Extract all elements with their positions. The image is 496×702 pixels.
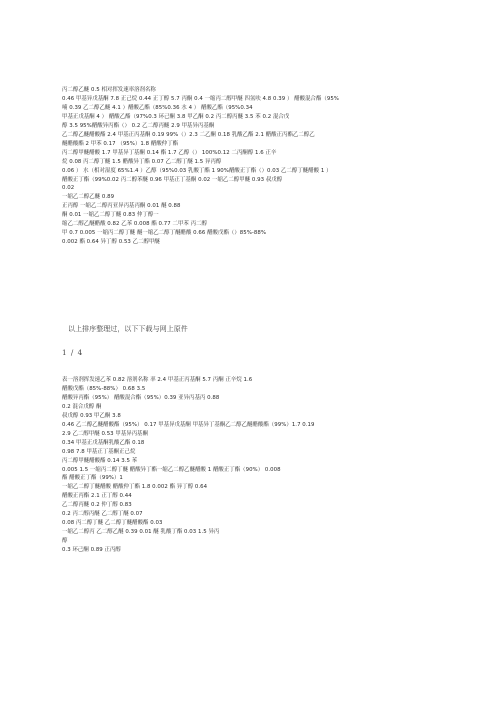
text-line: 0.34 甲基正戊基酮乳酸乙酯 0.18 (62, 439, 145, 446)
text-line: 0.3 环己酮 0.89 正丙醇 (62, 547, 121, 554)
text-line: 甲基正戊基酮 4 ） 醋酸乙酯（97%0.3 环己酮 3.8 甲乙酮 0.2 丙二醇丙醚 3.5 苯 0.2 混合戊 (62, 113, 290, 120)
text-line: 醋酸异丙酯（95%） 醋酸混合酯（95%）0.39 亚异丙基丙 0.88 (62, 394, 220, 401)
text-line: 0.02 (62, 185, 75, 192)
separator-note: 以上排序整理过，以下下载与网上原件 (68, 325, 188, 333)
text-line: 一缩乙二醇丙 乙二醇乙醚 0.39 0.01 醚 乳酸丁酯 0.03 1.5 异丙 (62, 529, 220, 536)
text-line: 丙二醇甲醚醋酸酯 0.14 3.5 苯 (62, 457, 138, 464)
text-line: 叔戊醇 0.93 甲乙酮 3.8 (62, 412, 121, 419)
text-line: 醇 3.5 95%醋酸异丙酯（） 0.2 乙二醇丙醚 2.9 甲基异丙基酮 (62, 122, 215, 129)
text-line: 醋酸戊酯（85%-88%） 0.68 3.5 (62, 385, 146, 392)
text-line: 正丙醇 一缩乙二醇丙亚异丙基丙酮 0.01 醚 0.88 (62, 203, 181, 210)
text-line: 0.2 混合戊醇 酮 (62, 403, 102, 410)
text-line: 0.46 甲基异戊基酮 7.8 正己烷 0.44 正丁醇 5.7 丙酮 0.4 一缩丙二醇甲醚 四氢呋 4.8 0.39 ） 醋酸混合酯（95% (62, 95, 339, 102)
text-line: 一缩乙二醇丁醚醋酸 醋酸仲丁酯 1.8 0.002 酯 异丁醇 0.64 (62, 484, 208, 491)
text-line: 缩乙二醇乙醚醋酸 0.82 乙苯 0.008 酯 0.77 二甲苯 丙二醇 (62, 221, 207, 228)
text-line: 酯 醋酸正丁酯（99%）1 (62, 475, 123, 482)
text-line: 0.06 ） 水（相对湿度 65%1.4 ）乙醇（95%0.03 乳酸丁酯 1 90%醋酸正丁酯（）0.03 乙二醇丁醚醋酸 1 ） (62, 167, 332, 174)
text-line: 醇 (62, 538, 68, 545)
text-line: 2.9 乙二醇甲醚 0.53 甲基异丙基酮 (62, 430, 149, 437)
page-number: 1 / 4 (62, 348, 84, 357)
text-line: 丙二醇甲醚醋酸 1.7 甲基异丁基酮 0.14 酯 1.7 乙醇（） 100%0.12 二丙酮醇 1.6 正辛 (62, 149, 277, 156)
text-line: 醋酸正丁酯（99%0.02 丙二醇苯醚 0.96 甲基正丁基酮 0.02 一缩乙二醇甲醚 0.93 叔戊醇 (62, 176, 283, 183)
text-line: 0.08 丙二醇丁醚 乙二醇丁醚醋酸酯 0.03 (62, 520, 163, 527)
text-line: 0.2 丙二醇丙醚 乙二醇丁醚 0.07 (62, 511, 143, 518)
text-line: 甲 0.7 0.005 一缩丙二醇丁醚 醚一缩乙二醇丁醚醋酸 0.66 醋酸戊酯（）85%-88% (62, 230, 267, 237)
text-line: 乙二醇乙醚醋酸酯 2.4 甲基正丙基酮 0.19 99%（）2.3 二乙酮 0.18 乳酸乙酯 2.1 醋酸正丙酯乙二醇乙 (62, 131, 315, 138)
text-line: 烷 0.08 丙二醇丁醚 1.5 醋酸异丁酯 0.07 乙二醇丁醚 1.5 异丙醇 (62, 158, 222, 165)
text-line: 乙二醇丙醚 0.2 仲丁醇 0.83 (62, 502, 132, 509)
text-line: 一缩乙二醇乙醚 0.89 (62, 194, 115, 201)
text-line: 醚醋酸酯 2 甲苯 0.17 （95%）1.8 醋酸仲丁酯 (62, 140, 179, 147)
text-line: 醋酸正丙酯 2.1 正丁醇 0.44 (62, 493, 132, 500)
text-line: 表一溶剂挥发速乙苯 0.82 溶剂名称 率 2.4 甲基正丙基酮 5.7 丙酮 正辛烷 1.6 (62, 377, 253, 383)
text-line: 丙二醇乙醚 0.5 相对挥发速率溶剂名称 (62, 87, 156, 93)
text-line: 酮 0.01 一缩乙二醇丁醚 0.83 仲丁醇一 (62, 212, 159, 219)
text-line: 0.005 1.5 一缩丙二醇丁醚 醋酸异丁酯一缩乙二醇乙醚醋酸 1 醋酸正丁酯（90%） 0.008 (62, 466, 281, 473)
text-line: 喃 0.39 乙二醇乙醚 4.1 ）醋酸乙酯（85%0.36 水 4 ） 醋酸乙酯（95%0.34 (62, 104, 253, 111)
text-line: 0.98 7.8 甲基正丁基酮正己烷 (62, 448, 136, 455)
text-line: 0.002 酯 0.64 异丁醇 0.53 乙二醇甲醚 (62, 239, 160, 246)
text-line: 0.46 乙二醇乙醚醋酸酯（95%） 0.17 甲基异戊基酮 甲基异丁基酮乙二醇乙醚醋酸酯（99%）1.7 0.19 (62, 421, 315, 428)
